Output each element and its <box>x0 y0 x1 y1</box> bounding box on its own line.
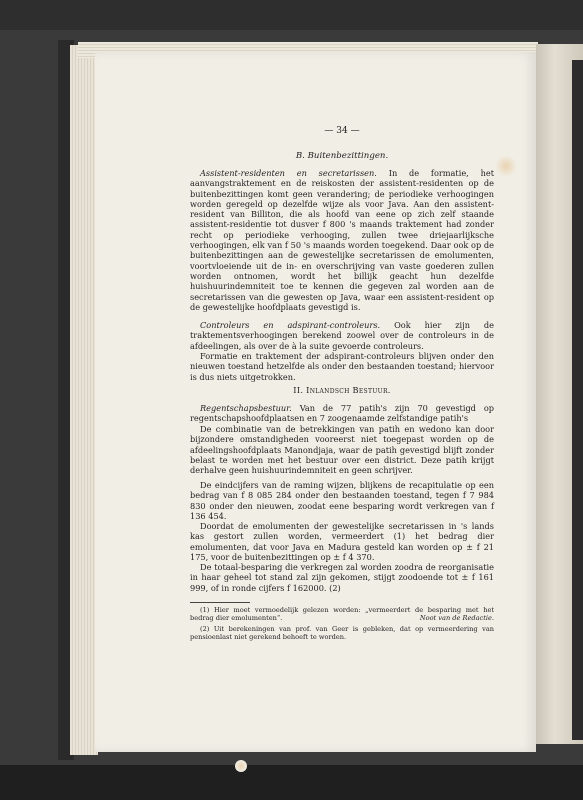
body-paragraph-5 <box>190 424 494 475</box>
paragraph-text: Doordat de emolumenten der gewestelijke secretarissen in 's lands kas gestort zullen worden, vermeerdert (1) het bedrag dier emolumenten, dat voor Java en Madura gesteld kan worden op ± f 21 175, voor de buitenbezittingen op ± f 4 370. <box>190 521 494 562</box>
background-bottom <box>0 765 583 800</box>
paragraph-text: Formatie en traktement der adspirant-controleurs blijven onder den nieuwen toestand hetzelfde als onder den bestaanden toestand; hiervoor is dus niets uitgetrokken. <box>190 351 494 382</box>
footnote-editor-note: Noot van de Redactie. <box>419 614 494 623</box>
book-edge-right <box>572 60 583 740</box>
footnote-1 <box>190 606 494 623</box>
footnote-rule <box>190 602 250 603</box>
body-paragraph-8 <box>190 562 494 593</box>
paragraph-text: De eindcijfers van de raming wijzen, blijkens de recapitulatie op een bedrag van f 8 085 284 onder den bestaanden toestand, tegen f 7 984 830 onder den nieuwen, zoodat eene besparing wordt verkregen van f 136 454. <box>190 480 494 521</box>
paragraph-lead: Assistent-residenten en secretarissen. <box>200 168 377 178</box>
paper-stain <box>495 155 517 177</box>
background-top <box>0 0 583 30</box>
page-number: — 34 — <box>324 126 360 136</box>
paragraph-text: Van de 77 patih's zijn 70 gevestigd op regentschapshoofdplaatsen en 7 zoogenaamde zelfstandige patih's <box>190 403 494 424</box>
paragraph-text: De combinatie van de betrekkingen van patih en wedono kan door bijzondere omstandigheden vooreerst niet toegepast worden op de afdeelingshoofdplaats Manondjaja, waar de patih gevestigd blijft zonder belast te worden met het bestuur over een district. Deze patih krijgt derhalve geen huishuurindemniteit en geen schrijver. <box>190 424 494 476</box>
paper-stain <box>235 760 247 772</box>
paragraph-lead: Regentschapsbestuur. <box>200 403 292 413</box>
body-paragraph-1 <box>190 168 494 312</box>
paragraph-text: In de formatie, het aanvangstraktement en de reiskosten der assistent-residenten op de buitenbezittingen komt geen verandering; de periodieke verhoogingen worden geregeld op dezelfde wijze als voor Java. Aan den assistent-resident van Billiton, die als hoofd van eene op zich zelf staande assistent-residentie tot dusver f 800 's maands traktement had zonder recht op periodieke verhooging, zullen twee driejaarlijksche verhoogingen, elk van f 50 's maands worden toegekend. Daar ook op de buitenbezittingen aan de gewestelijke secretarissen de emolumenten, voortvloeiende uit de in- en overschrijving van vaste goederen zullen worden ontnomen, wordt het billijk geacht hun dezelfde huishuurindemniteit toe te kennen die gegeven zal worden aan de secretarissen van die gewesten op Java, waar een assistent-resident op de gewestelijke hoofdplaats gevestigd is. <box>190 168 494 312</box>
body-paragraph-2 <box>190 320 494 351</box>
section-heading-ii: II. Inlandsch Bestuur. <box>293 385 391 395</box>
paragraph-text: De totaal-besparing die verkregen zal worden zoodra de reorganisatie in haar geheel tot stand zal zijn gekomen, stijgt zoodoende tot ± f 161 999, of in ronde cijfers f 162000. (2) <box>190 562 494 593</box>
footnote-2 <box>190 625 494 642</box>
section-heading-b: B. Buitenbezittingen. <box>295 151 389 161</box>
body-paragraph-3 <box>190 351 494 382</box>
footnote-text: (1) Hier moet vermoedelijk gelezen worden: „vermeerdert de besparing met het bedrag dier emolumenten“. <box>190 606 494 623</box>
body-paragraph-6 <box>190 480 494 521</box>
page-stack-left <box>70 45 98 755</box>
footnote-text: (2) Uit berekeningen van prof. van Geer is gebleken, dat op vermeerdering van pensioenlast niet gerekend behoeft te worden. <box>190 625 494 642</box>
body-paragraph-4 <box>190 403 494 424</box>
body-paragraph-7 <box>190 521 494 562</box>
paragraph-text: Ook hier zijn de traktementsverhoogingen berekend zoowel over de controleurs in de afdeelingen, als over de à la suite gevoerde controleurs. <box>190 320 494 351</box>
paragraph-lead: Controleurs en adspirant-controleurs. <box>200 320 381 330</box>
